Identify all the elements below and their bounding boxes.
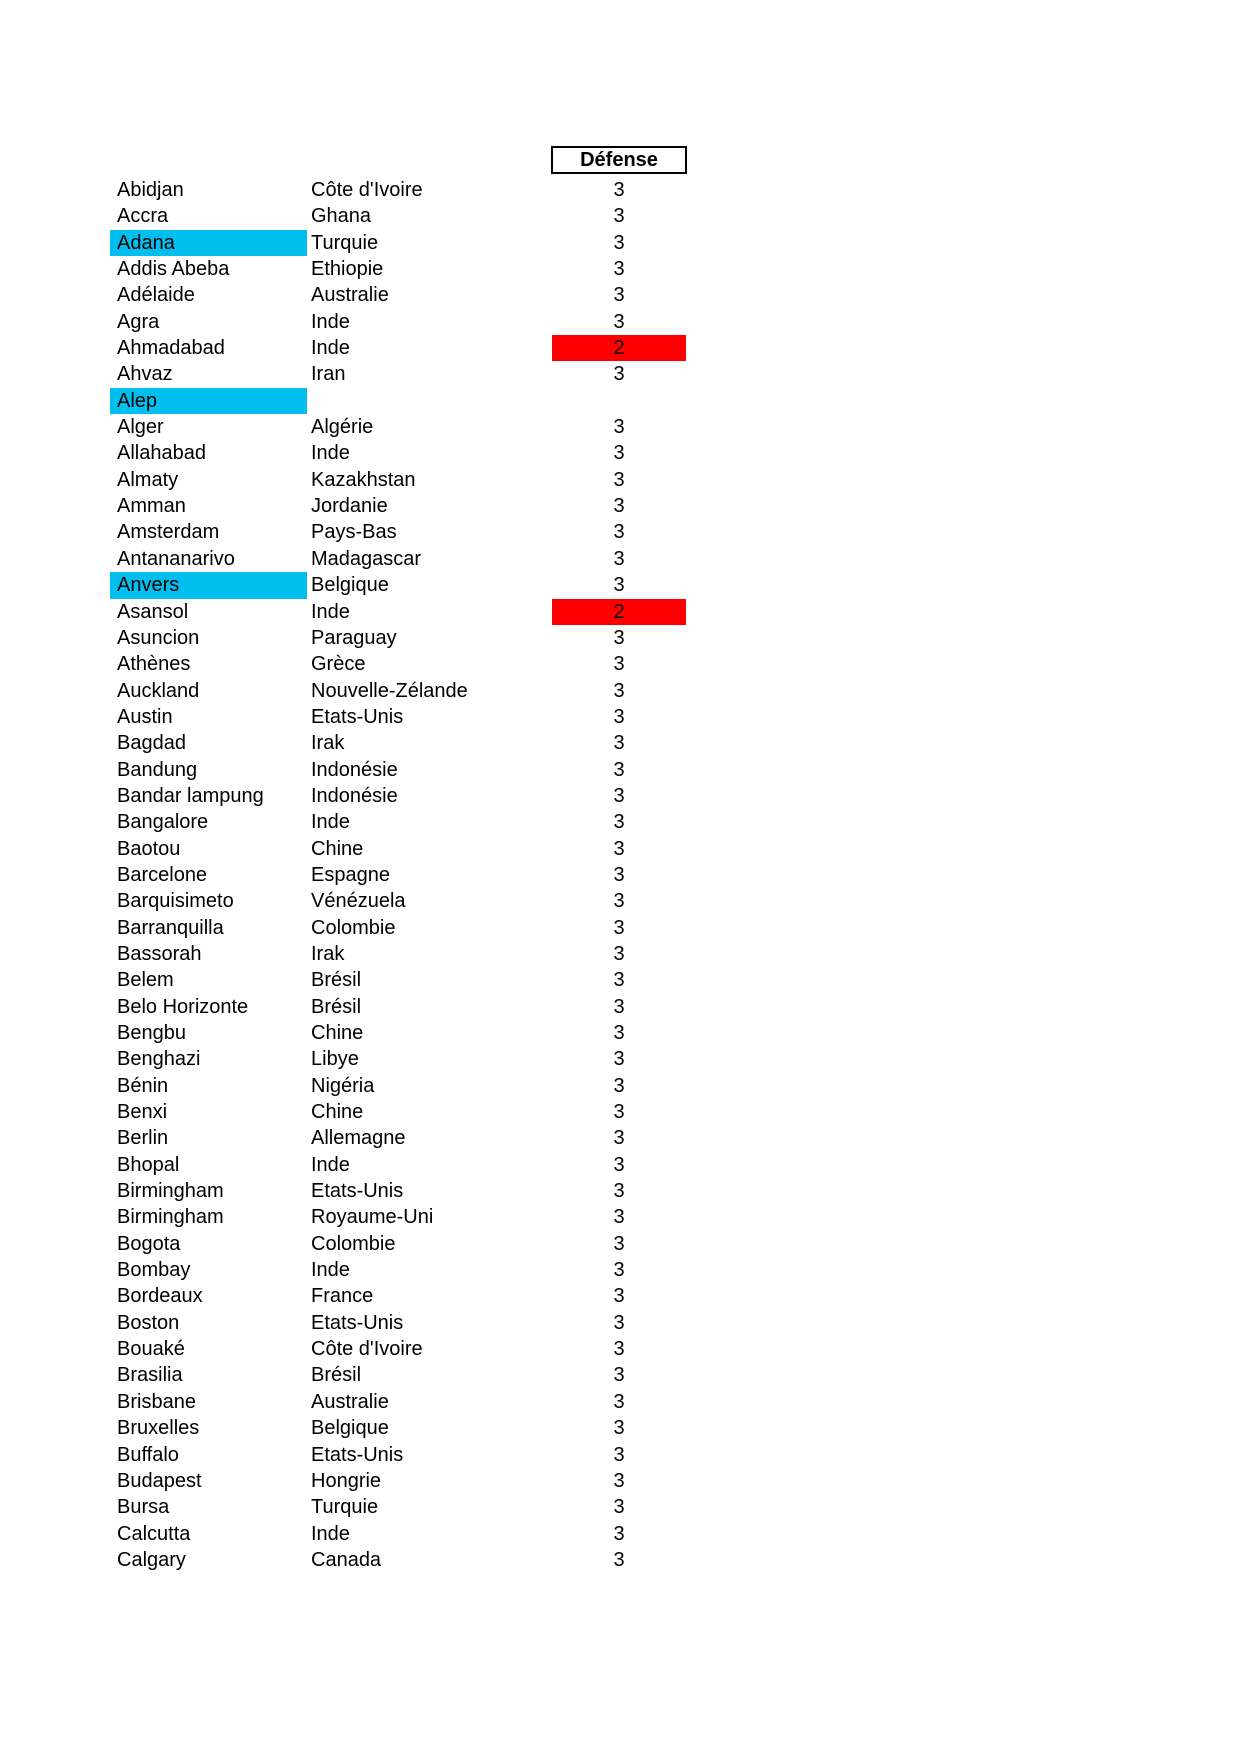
defense-value-cell: 3: [613, 705, 625, 728]
country-cell: Madagascar: [311, 547, 422, 570]
country-cell: Inde: [311, 811, 350, 834]
table-row: [0, 651, 1241, 677]
table-row: [0, 467, 1241, 493]
defense-value-cell: 3: [613, 1127, 625, 1150]
country-cell: Inde: [311, 337, 350, 360]
defense-value-cell: 3: [613, 284, 625, 307]
city-table: [0, 177, 1241, 1573]
country-cell: Hongrie: [311, 1469, 382, 1492]
defense-value-cell: 3: [613, 1311, 625, 1334]
city-cell: Bombay: [117, 1259, 191, 1282]
country-cell: Brésil: [311, 995, 362, 1018]
defense-value-cell: 3: [613, 363, 625, 386]
table-row: [0, 1389, 1241, 1415]
country-cell: Paraguay: [311, 626, 397, 649]
table-row: [0, 1178, 1241, 1204]
table-row: [0, 256, 1241, 282]
city-cell: Agra: [117, 310, 160, 333]
city-cell: Bagdad: [117, 732, 186, 755]
table-row: [0, 941, 1241, 967]
country-cell: Colombie: [311, 1232, 396, 1255]
city-cell: Alger: [117, 416, 164, 439]
country-cell: Algérie: [311, 416, 374, 439]
defense-value-cell: 3: [613, 258, 625, 281]
defense-value-cell: 3: [613, 442, 625, 465]
city-cell: Birmingham: [117, 1180, 224, 1203]
country-cell: Etats-Unis: [311, 1311, 404, 1334]
defense-value-cell: 3: [613, 626, 625, 649]
country-cell: Indonésie: [311, 758, 398, 781]
city-cell: Baotou: [117, 837, 181, 860]
defense-value-cell: 3: [613, 1364, 625, 1387]
city-cell: Asuncion: [117, 626, 200, 649]
defense-value-cell: 3: [613, 1206, 625, 1229]
country-cell: Inde: [311, 1259, 350, 1282]
defense-value-cell: 3: [613, 1285, 625, 1308]
defense-value-cell: 3: [613, 1153, 625, 1176]
country-cell: Belgique: [311, 574, 389, 597]
table-row: [0, 440, 1241, 466]
table-row: [0, 994, 1241, 1020]
table-row: [0, 1257, 1241, 1283]
country-cell: Belgique: [311, 1417, 389, 1440]
table-row: [0, 361, 1241, 387]
defense-value-cell: 3: [613, 1496, 625, 1519]
table-row: [0, 1547, 1241, 1573]
defense-value-cell: 3: [613, 916, 625, 939]
city-cell: Allahabad: [117, 442, 206, 465]
table-row: [0, 519, 1241, 545]
city-cell: Austin: [117, 705, 173, 728]
city-cell: Ahmadabad: [117, 337, 225, 360]
city-cell: Bursa: [117, 1496, 170, 1519]
defense-value-cell: 3: [613, 653, 625, 676]
defense-value-cell: 3: [613, 205, 625, 228]
defense-value-cell: 2: [552, 599, 686, 625]
city-cell: Auckland: [117, 679, 200, 702]
table-row: [0, 1442, 1241, 1468]
city-cell: Bénin: [117, 1074, 169, 1097]
table-row: [0, 1494, 1241, 1520]
country-cell: France: [311, 1285, 374, 1308]
city-cell: Bandung: [117, 758, 198, 781]
city-cell: Adana: [110, 230, 307, 256]
table-row: [0, 335, 1241, 361]
country-cell: Brésil: [311, 969, 362, 992]
country-cell: Australie: [311, 1390, 389, 1413]
defense-value-cell: 3: [613, 1390, 625, 1413]
country-cell: Côte d'Ivoire: [311, 1338, 423, 1361]
city-cell: Bandar lampung: [117, 784, 264, 807]
table-row: [0, 1468, 1241, 1494]
country-cell: Chine: [311, 837, 364, 860]
city-cell: Calgary: [117, 1548, 186, 1571]
country-cell: Vénézuela: [311, 890, 406, 913]
defense-value-cell: 3: [613, 942, 625, 965]
table-row: [0, 1231, 1241, 1257]
country-cell: Etats-Unis: [311, 1180, 404, 1203]
defense-value-cell: 3: [613, 837, 625, 860]
country-cell: Canada: [311, 1548, 382, 1571]
table-row: [0, 1099, 1241, 1125]
table-row: [0, 1310, 1241, 1336]
defense-value-cell: 3: [613, 679, 625, 702]
defense-value-cell: 3: [613, 1469, 625, 1492]
country-cell: Irak: [311, 942, 345, 965]
table-row: [0, 704, 1241, 730]
table-row: [0, 282, 1241, 308]
country-cell: Australie: [311, 284, 389, 307]
table-row: [0, 888, 1241, 914]
defense-value-cell: 3: [613, 1180, 625, 1203]
defense-value-cell: 3: [613, 231, 625, 254]
table-row: [0, 809, 1241, 835]
country-cell: Inde: [311, 1153, 350, 1176]
defense-value-cell: 3: [613, 811, 625, 834]
country-cell: Chine: [311, 1101, 364, 1124]
table-row: [0, 915, 1241, 941]
table-row: [0, 1336, 1241, 1362]
defense-value-cell: 3: [613, 969, 625, 992]
country-cell: Etats-Unis: [311, 1443, 404, 1466]
table-row: [0, 1283, 1241, 1309]
table-row: [0, 572, 1241, 598]
country-cell: Nigéria: [311, 1074, 375, 1097]
country-cell: Turquie: [311, 1496, 379, 1519]
table-row: [0, 1046, 1241, 1072]
defense-value-cell: 3: [613, 1443, 625, 1466]
table-row: [0, 1362, 1241, 1388]
city-cell: Antananarivo: [117, 547, 235, 570]
table-row: [0, 678, 1241, 704]
country-cell: Inde: [311, 1522, 350, 1545]
table-row: [0, 1020, 1241, 1046]
defense-value-cell: 3: [613, 521, 625, 544]
country-cell: Royaume-Uni: [311, 1206, 434, 1229]
country-cell: Inde: [311, 310, 350, 333]
defense-value-cell: [552, 388, 686, 414]
defense-value-cell: 3: [613, 863, 625, 886]
city-cell: Brasilia: [117, 1364, 183, 1387]
table-row: [0, 309, 1241, 335]
table-row: [0, 1125, 1241, 1151]
city-cell: Benxi: [117, 1101, 168, 1124]
country-cell: Libye: [311, 1048, 359, 1071]
table-row: [0, 230, 1241, 256]
city-cell: Abidjan: [117, 179, 184, 201]
country-cell: Pays-Bas: [311, 521, 397, 544]
table-row: [0, 546, 1241, 572]
city-cell: Bordeaux: [117, 1285, 203, 1308]
city-cell: Adélaide: [117, 284, 195, 307]
city-cell: Brisbane: [117, 1390, 196, 1413]
country-cell: Iran: [311, 363, 346, 386]
defense-value-cell: 3: [613, 310, 625, 333]
city-cell: Birmingham: [117, 1206, 224, 1229]
country-cell: Colombie: [311, 916, 396, 939]
city-cell: Accra: [117, 205, 169, 228]
defense-value-cell: 3: [613, 574, 625, 597]
defense-value-cell: 3: [613, 468, 625, 491]
table-row: [0, 757, 1241, 783]
defense-value-cell: 3: [613, 1074, 625, 1097]
city-cell: Calcutta: [117, 1522, 191, 1545]
defense-value-cell: 3: [613, 416, 625, 439]
table-row: [0, 967, 1241, 993]
city-cell: Boston: [117, 1311, 180, 1334]
city-cell: Bassorah: [117, 942, 202, 965]
defense-value-cell: 3: [613, 784, 625, 807]
city-cell: Bhopal: [117, 1153, 180, 1176]
city-cell: Barquisimeto: [117, 890, 234, 913]
country-cell: Kazakhstan: [311, 468, 416, 491]
country-cell: Turquie: [311, 231, 379, 254]
country-cell: Chine: [311, 1022, 364, 1044]
city-cell: Budapest: [117, 1469, 202, 1492]
city-cell: Buffalo: [117, 1443, 179, 1466]
city-cell: Ahvaz: [117, 363, 173, 386]
table-row: [0, 414, 1241, 440]
city-cell: Addis Abeba: [117, 258, 230, 281]
defense-value-cell: 3: [613, 1522, 625, 1545]
table-row: [0, 625, 1241, 651]
defense-value-cell: 3: [613, 495, 625, 518]
country-cell: Jordanie: [311, 495, 388, 518]
country-cell: Allemagne: [311, 1127, 406, 1150]
defense-value-cell: 3: [613, 1338, 625, 1361]
table-row: [0, 783, 1241, 809]
city-cell: Barranquilla: [117, 916, 224, 939]
defense-value-cell: 3: [613, 890, 625, 913]
table-row: [0, 1204, 1241, 1230]
defense-value-cell: 3: [613, 179, 625, 201]
country-cell: Espagne: [311, 863, 390, 886]
country-cell: Inde: [311, 442, 350, 465]
defense-value-cell: 3: [613, 1048, 625, 1071]
table-row: [0, 730, 1241, 756]
table-row: [0, 1415, 1241, 1441]
city-cell: Bengbu: [117, 1022, 186, 1044]
country-cell: [307, 388, 552, 414]
defense-value-cell: 3: [613, 1548, 625, 1571]
city-cell: Berlin: [117, 1127, 169, 1150]
defense-column-header: Défense: [551, 146, 687, 174]
city-cell: Athènes: [117, 653, 191, 676]
city-cell: Belo Horizonte: [117, 995, 249, 1018]
city-cell: Alep: [110, 388, 307, 414]
defense-value-cell: 3: [613, 732, 625, 755]
city-cell: Benghazi: [117, 1048, 201, 1071]
country-cell: Ethiopie: [311, 258, 384, 281]
country-cell: Nouvelle-Zélande: [311, 679, 468, 702]
table-row: [0, 836, 1241, 862]
defense-value-cell: 3: [613, 1101, 625, 1124]
country-cell: Côte d'Ivoire: [311, 179, 423, 201]
city-cell: Bruxelles: [117, 1417, 200, 1440]
country-cell: Grèce: [311, 653, 366, 676]
defense-value-cell: 2: [552, 335, 686, 361]
table-row: [0, 862, 1241, 888]
defense-value-cell: 3: [613, 1417, 625, 1440]
country-cell: Brésil: [311, 1364, 362, 1387]
table-row: [0, 1521, 1241, 1547]
country-cell: Ghana: [311, 205, 372, 228]
country-cell: Irak: [311, 732, 345, 755]
country-cell: Inde: [311, 600, 350, 623]
city-cell: Bangalore: [117, 811, 209, 834]
city-cell: Barcelone: [117, 863, 208, 886]
city-cell: Bouaké: [117, 1338, 185, 1361]
table-row: [0, 599, 1241, 625]
table-row: [0, 203, 1241, 229]
city-cell: Bogota: [117, 1232, 181, 1255]
table-row: [0, 388, 1241, 414]
defense-value-cell: 3: [613, 758, 625, 781]
city-cell: Belem: [117, 969, 174, 992]
defense-value-cell: 3: [613, 547, 625, 570]
defense-value-cell: 3: [613, 1232, 625, 1255]
country-cell: Etats-Unis: [311, 705, 404, 728]
city-cell: Almaty: [117, 468, 179, 491]
defense-value-cell: 3: [613, 995, 625, 1018]
table-row: [0, 1073, 1241, 1099]
defense-value-cell: 3: [613, 1259, 625, 1282]
city-cell: Amsterdam: [117, 521, 220, 544]
table-row: [0, 493, 1241, 519]
city-cell: Asansol: [117, 600, 189, 623]
city-cell: Anvers: [110, 572, 307, 598]
table-row: [0, 177, 1241, 203]
defense-value-cell: 3: [613, 1022, 625, 1044]
city-cell: Amman: [117, 495, 186, 518]
table-row: [0, 1152, 1241, 1178]
country-cell: Indonésie: [311, 784, 398, 807]
